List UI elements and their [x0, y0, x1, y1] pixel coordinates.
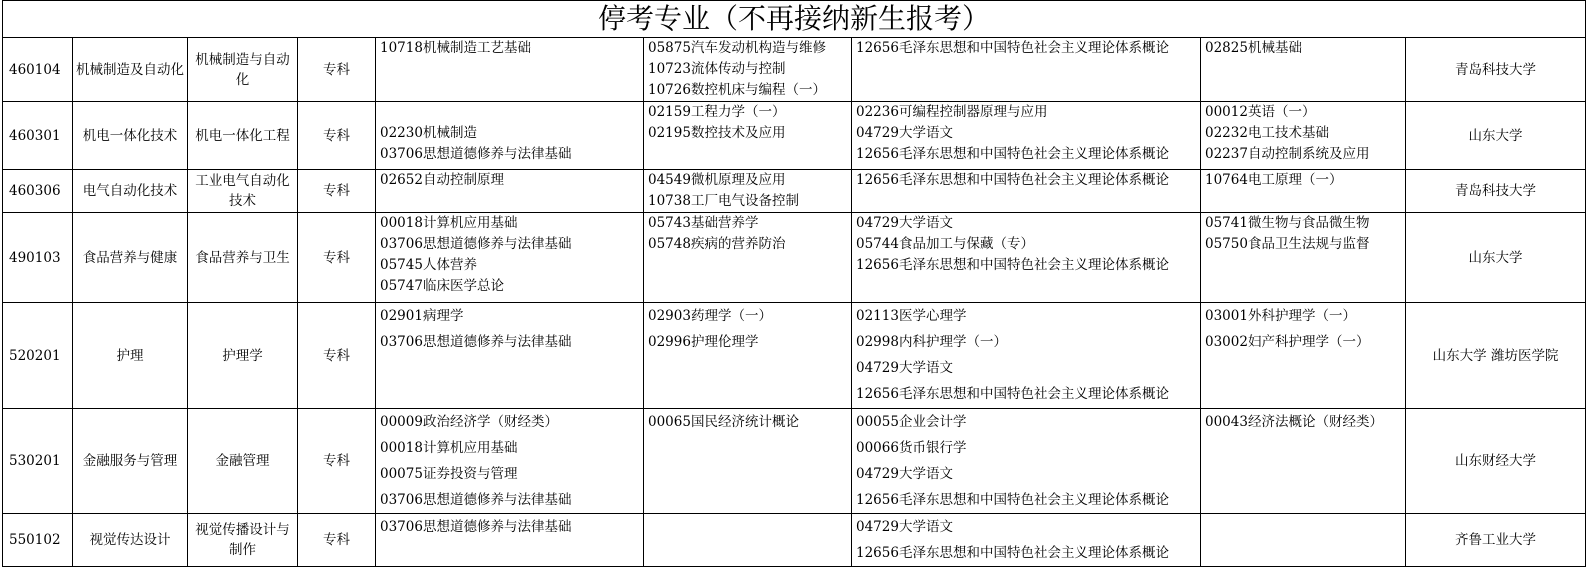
table-row [3, 514, 1586, 567]
course-item: 03706思想道德修养与法律基础 [380, 334, 572, 350]
course-list-col3 [852, 303, 1201, 409]
course-list-col3 [852, 170, 1201, 213]
major-code: 460301 [3, 102, 73, 170]
program-name: 机械制造与自动化 [188, 38, 298, 102]
university-name: 齐鲁工业大学 [1406, 514, 1586, 567]
course-list-col1 [376, 102, 644, 170]
course-list-col4 [1201, 213, 1406, 303]
course-item: 12656毛泽东思想和中国特色社会主义理论体系概论 [856, 386, 1169, 402]
major-name: 金融服务与管理 [73, 409, 188, 514]
course-item: 12656毛泽东思想和中国特色社会主义理论体系概论 [856, 545, 1169, 561]
course-item: 00066货币银行学 [856, 440, 967, 456]
course-item: 10738工厂电气设备控制 [648, 193, 799, 209]
program-name: 金融管理 [188, 409, 298, 514]
course-list-col2 [644, 303, 852, 409]
table-row [3, 38, 1586, 102]
suspended-majors-table [2, 0, 1586, 567]
course-list-col4 [1201, 409, 1406, 514]
course-list-col2 [644, 409, 852, 514]
course-item: 00018计算机应用基础 [380, 440, 518, 456]
course-item: 12656毛泽东思想和中国特色社会主义理论体系概论 [856, 172, 1169, 188]
program-name: 护理学 [188, 303, 298, 409]
education-level: 专科 [298, 38, 376, 102]
major-code: 490103 [3, 213, 73, 303]
course-item: 02903药理学（一） [648, 308, 772, 324]
course-list-col2 [644, 170, 852, 213]
major-code: 520201 [3, 303, 73, 409]
course-item: 02232电工技术基础 [1205, 125, 1329, 141]
education-level: 专科 [298, 303, 376, 409]
major-code: 530201 [3, 409, 73, 514]
course-item: 12656毛泽东思想和中国特色社会主义理论体系概论 [856, 40, 1169, 56]
course-item: 10718机械制造工艺基础 [380, 40, 531, 56]
course-item: 10764电工原理（一） [1205, 172, 1343, 188]
table-row [3, 213, 1586, 303]
course-item: 05744食品加工与保藏（专） [856, 236, 1034, 252]
course-item: 03706思想道德修养与法律基础 [380, 519, 572, 535]
table-row [3, 303, 1586, 409]
course-list-col4 [1201, 170, 1406, 213]
education-level: 专科 [298, 514, 376, 567]
course-list-col1 [376, 170, 644, 213]
title-row [3, 1, 1586, 38]
course-item: 02996护理伦理学 [648, 334, 759, 350]
course-list-col3 [852, 102, 1201, 170]
course-item: 03706思想道德修养与法律基础 [380, 236, 572, 252]
course-item: 02113医学心理学 [856, 308, 967, 324]
course-item: 05745人体营养 [380, 257, 477, 273]
course-item: 05748疾病的营养防治 [648, 236, 786, 252]
major-code: 460104 [3, 38, 73, 102]
major-name: 电气自动化技术 [73, 170, 188, 213]
course-list-col4 [1201, 38, 1406, 102]
course-item: 12656毛泽东思想和中国特色社会主义理论体系概论 [856, 146, 1169, 162]
course-item: 04729大学语文 [856, 215, 953, 231]
major-name: 机电一体化技术 [73, 102, 188, 170]
course-item: 02230机械制造 [380, 125, 477, 141]
course-item: 02652自动控制原理 [380, 172, 504, 188]
course-list-col1 [376, 303, 644, 409]
course-item: 02195数控技术及应用 [648, 125, 786, 141]
course-item: 02998内科护理学（一） [856, 334, 1007, 350]
program-name: 机电一体化工程 [188, 102, 298, 170]
course-item: 05875汽车发动机构造与维修 [648, 40, 826, 56]
course-item: 05741微生物与食品微生物 [1205, 215, 1370, 231]
major-name: 视觉传达设计 [73, 514, 188, 567]
university-name: 山东财经大学 [1406, 409, 1586, 514]
university-name: 山东大学 潍坊医学院 [1406, 303, 1586, 409]
course-item: 00075证券投资与管理 [380, 466, 518, 482]
major-name: 护理 [73, 303, 188, 409]
course-list-col1 [376, 514, 644, 567]
course-item: 04729大学语文 [856, 466, 953, 482]
table-row [3, 102, 1586, 170]
course-list-col1 [376, 213, 644, 303]
course-item: 00065国民经济统计概论 [648, 414, 799, 430]
major-code: 460306 [3, 170, 73, 213]
course-item: 00055企业会计学 [856, 414, 967, 430]
course-list-col1 [376, 38, 644, 102]
program-name: 食品营养与卫生 [188, 213, 298, 303]
course-list-col4 [1201, 102, 1406, 170]
course-list-col3 [852, 38, 1201, 102]
university-name: 青岛科技大学 [1406, 38, 1586, 102]
course-item: 03001外科护理学（一） [1205, 308, 1356, 324]
major-code: 550102 [3, 514, 73, 567]
course-list-col3 [852, 213, 1201, 303]
course-item: 12656毛泽东思想和中国特色社会主义理论体系概论 [856, 257, 1169, 273]
course-item: 00012英语（一） [1205, 104, 1316, 120]
course-list-col1 [376, 409, 644, 514]
course-item: 03706思想道德修养与法律基础 [380, 146, 572, 162]
course-item: 05743基础营养学 [648, 215, 759, 231]
course-item: 03706思想道德修养与法律基础 [380, 492, 572, 508]
course-item [380, 102, 640, 123]
course-list-col4 [1201, 303, 1406, 409]
course-item: 02159工程力学（一） [648, 104, 786, 120]
university-name: 山东大学 [1406, 213, 1586, 303]
course-item: 00018计算机应用基础 [380, 215, 518, 231]
education-level: 专科 [298, 409, 376, 514]
course-list-col4 [1201, 514, 1406, 567]
course-list-col2 [644, 213, 852, 303]
education-level: 专科 [298, 102, 376, 170]
course-list-col3 [852, 409, 1201, 514]
major-name: 食品营养与健康 [73, 213, 188, 303]
program-name: 视觉传播设计与制作 [188, 514, 298, 567]
course-item: 04729大学语文 [856, 125, 953, 141]
course-item: 03002妇产科护理学（一） [1205, 334, 1370, 350]
course-item: 02901病理学 [380, 308, 464, 324]
course-item: 10723流体传动与控制 [648, 61, 786, 77]
education-level: 专科 [298, 213, 376, 303]
course-item: 00043经济法概论（财经类） [1205, 414, 1383, 430]
course-item: 00009政治经济学（财经类） [380, 414, 558, 430]
course-list-col2 [644, 102, 852, 170]
course-item: 10726数控机床与编程（一） [648, 82, 826, 98]
course-item: 04729大学语文 [856, 360, 953, 376]
major-name: 机械制造及自动化 [73, 38, 188, 102]
table-row [3, 170, 1586, 213]
table-row [3, 409, 1586, 514]
course-item: 04549微机原理及应用 [648, 172, 786, 188]
course-item: 04729大学语文 [856, 519, 953, 535]
course-item: 05747临床医学总论 [380, 278, 504, 294]
course-item: 02237自动控制系统及应用 [1205, 146, 1370, 162]
course-list-col2 [644, 38, 852, 102]
course-item: 02825机械基础 [1205, 40, 1302, 56]
course-item: 12656毛泽东思想和中国特色社会主义理论体系概论 [856, 492, 1169, 508]
course-item: 05750食品卫生法规与监督 [1205, 236, 1370, 252]
university-name: 山东大学 [1406, 102, 1586, 170]
education-level: 专科 [298, 170, 376, 213]
university-name: 青岛科技大学 [1406, 170, 1586, 213]
program-name: 工业电气自动化技术 [188, 170, 298, 213]
course-list-col3 [852, 514, 1201, 567]
course-item: 02236可编程控制器原理与应用 [856, 104, 1048, 120]
course-list-col2 [644, 514, 852, 567]
page-title: 停考专业（不再接纳新生报考） [3, 1, 1586, 38]
